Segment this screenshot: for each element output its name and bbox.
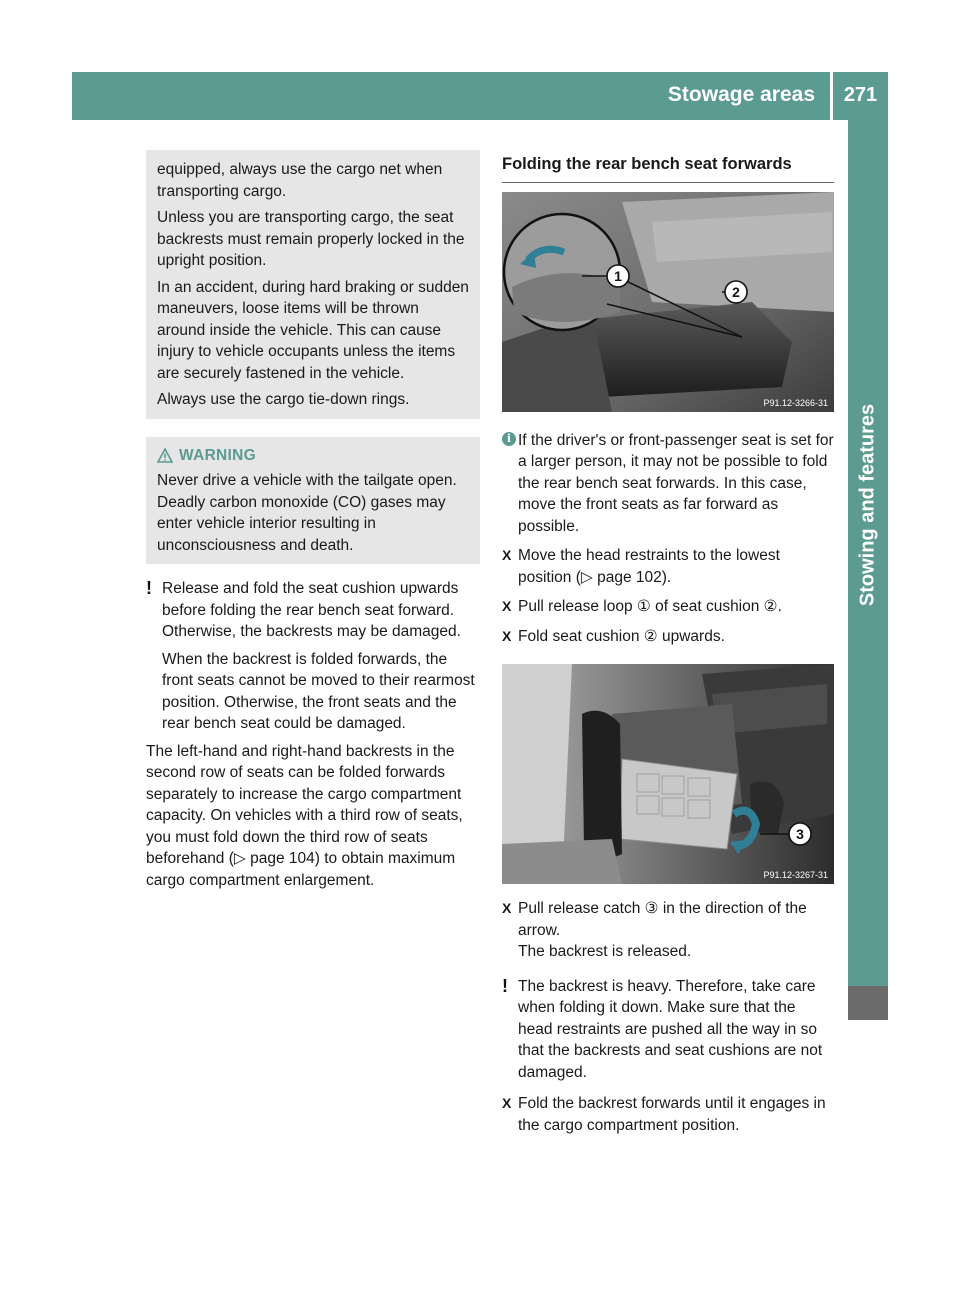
exclamation-icon: ! bbox=[146, 578, 152, 598]
box-paragraph: Unless you are transporting cargo, the seat backrests must remain properly locked in the upright position. bbox=[157, 209, 465, 269]
step-text: Fold the backrest forwards until it engages in the cargo compartment position. bbox=[518, 1095, 826, 1134]
cargo-warning-box bbox=[146, 150, 480, 419]
info-text: If the driver's or front-passenger seat is set for a larger person, it may not be possible to fold the rear bench seat forwards. In this case, move the front seats as far forward as possible. bbox=[518, 431, 834, 535]
heavy-backrest-note bbox=[502, 976, 834, 1084]
instruction-step bbox=[502, 626, 834, 648]
step-marker-icon: X bbox=[502, 900, 512, 916]
seat-cushion-photo bbox=[502, 192, 834, 412]
note-text: The backrest is heavy. Therefore, take care when folding it down. Make sure that the head restraints are pushed all the way in so that the backrests and seat cushions are not damaged. bbox=[518, 977, 823, 1081]
info-icon: i bbox=[502, 432, 516, 446]
exclamation-icon: ! bbox=[502, 975, 508, 996]
right-column bbox=[502, 154, 834, 1136]
step-text: Move the head restraints to the lowest position (▷ page 102). bbox=[518, 547, 780, 586]
info-note bbox=[502, 430, 834, 538]
note-paragraph: Release and fold the seat cushion upwards before folding the rear bench seat forward. Otherwise, the backrests may be damaged. bbox=[162, 580, 461, 640]
instruction-step bbox=[502, 596, 834, 618]
page-number: 271 bbox=[843, 84, 878, 106]
warning-title: WARNING bbox=[179, 446, 257, 464]
chapter-label: Stowing and features bbox=[856, 403, 879, 607]
instruction-step bbox=[502, 545, 834, 588]
left-column bbox=[146, 150, 480, 891]
body-paragraph: The left-hand and right-hand backrests in the second row of seats can be folded forwards separately to increase the cargo compartment capacity. On vehicles with a third row of seats, you must fold down the third row of seats beforehand (▷ page 104) to obtain maximum cargo compartment enlargement. bbox=[146, 742, 463, 889]
step-marker-icon: X bbox=[502, 547, 512, 563]
step-text: Pull release catch ③ in the direction of the arrow. bbox=[518, 900, 807, 939]
box-paragraph: equipped, always use the cargo net when transporting cargo. bbox=[157, 161, 443, 200]
warning-heading bbox=[157, 445, 470, 467]
instruction-step bbox=[502, 1093, 834, 1136]
step-marker-icon: X bbox=[502, 1095, 512, 1111]
figure-code: P91.12-3266-31 bbox=[763, 397, 828, 408]
callout-3-label: 3 bbox=[796, 826, 804, 842]
tailgate-warning-box bbox=[146, 437, 480, 565]
callout-1-label: 1 bbox=[614, 267, 622, 284]
page-header bbox=[72, 72, 888, 120]
instruction-step bbox=[502, 898, 834, 963]
callout-2-label: 2 bbox=[732, 283, 740, 300]
backrest-release-photo bbox=[502, 664, 834, 884]
section-heading: Folding the rear bench seat forwards bbox=[502, 154, 834, 183]
step-result: The backrest is released. bbox=[518, 943, 692, 960]
step-text: Fold seat cushion ② upwards. bbox=[518, 627, 725, 645]
damage-note bbox=[146, 578, 480, 735]
section-title: Stowage areas bbox=[667, 83, 815, 106]
step-marker-icon: X bbox=[502, 598, 512, 614]
note-paragraph: When the backrest is folded forwards, the front seats cannot be moved to their rearmost position. Otherwise, the front seats and the rear bench seat could be damaged. bbox=[162, 650, 475, 732]
figure-code: P91.12-3267-31 bbox=[763, 870, 828, 880]
step-text: Pull release loop ① of seat cushion ②. bbox=[518, 598, 782, 615]
chapter-marker bbox=[848, 986, 888, 1020]
warning-text: Never drive a vehicle with the tailgate open. Deadly carbon monoxide (CO) gases may enter vehicle interior resulting in unconsciousness and death. bbox=[157, 472, 457, 554]
warning-triangle-icon bbox=[157, 448, 173, 463]
step-marker-icon: X bbox=[502, 627, 512, 644]
box-paragraph: Always use the cargo tie-down rings. bbox=[157, 391, 410, 408]
box-paragraph: In an accident, during hard braking or sudden maneuvers, loose items will be thrown around inside the vehicle. This can cause injury to vehicle occupants unless the items are securely fastened in the vehicle. bbox=[157, 278, 469, 382]
